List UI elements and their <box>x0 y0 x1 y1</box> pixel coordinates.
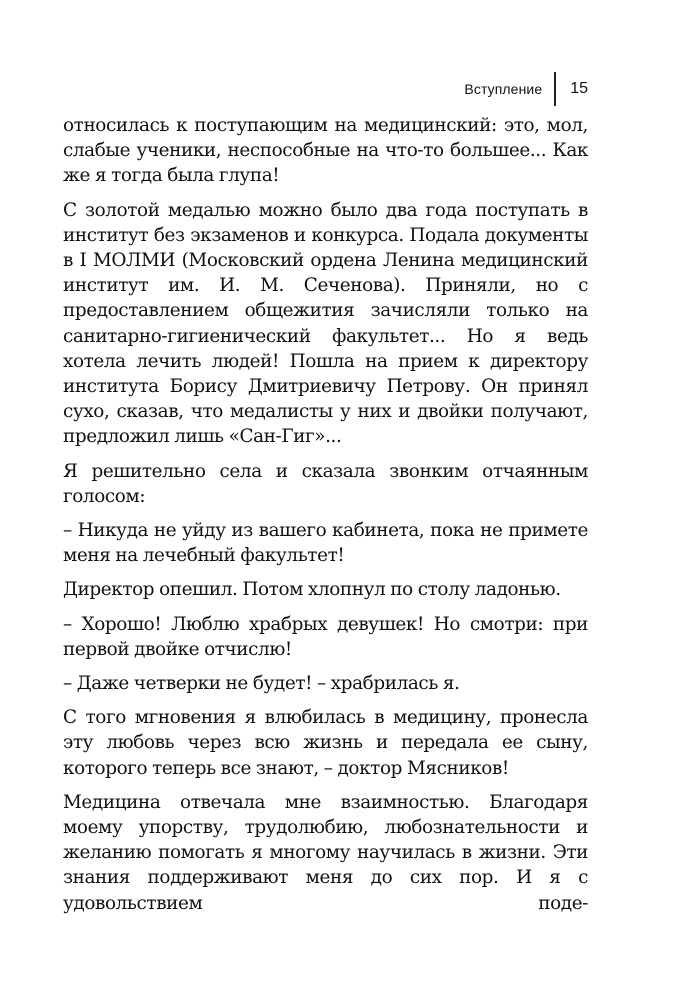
dialogue-line: – Хорошо! Люблю храбрых девушек! Но смотри: при первой двойке отчислю! <box>63 613 588 660</box>
dialogue-line: – Даже четверки не будет! – храбрилась я. <box>63 673 460 695</box>
paragraph: С золотой медалью можно было два года поступать в институт без экзаменов и конкурса. Подала документы в I МОЛМИ (Московский ордена Ленина медицинский институт им. И. М. Сеченова). Приняли, но с предоставлением общежития зачисляли только на санитарно-гигиенический факультет... Но я ведь хотела лечить людей! Пошла на прием к директору института Борису Дмитриевичу Петрову. Он принял сухо, сказав, что медалисты у них и двойки получают, предложил лишь «Сан-Гиг»... <box>63 199 588 448</box>
paragraph: Я решительно села и сказала звонким отчаянным голосом: <box>63 460 588 507</box>
section-title: Вступление <box>464 81 543 97</box>
header-divider <box>554 72 556 106</box>
body-text <box>63 113 588 925</box>
paragraph: С того мгновения я влюбилась в медицину, пронесла эту любовь через всю жизнь и передала ее сыну, которого теперь все знают, – доктор Мясников! <box>63 707 588 779</box>
dialogue-line: – Никуда не уйду из вашего кабинета, пока не примете меня на лечебный факультет! <box>63 520 588 567</box>
page-number: 15 <box>570 80 588 97</box>
running-head <box>464 72 588 106</box>
paragraph: Директор опешил. Потом хлопнул по столу ладонью. <box>63 579 561 601</box>
paragraph: относилась к поступающим на медицинский: это, мол, слабые ученики, неспособные на что-то большее... Как же я тогда была глупа! <box>63 115 588 187</box>
paragraph: Медицина отвечала мне взаимностью. Благодаря моему упорству, трудолюбию, любознательности и желанию помогать я многому научилась в жизни. Эти знания поддерживают меня до сих пор. И я с удовольствием поде- <box>63 791 588 914</box>
